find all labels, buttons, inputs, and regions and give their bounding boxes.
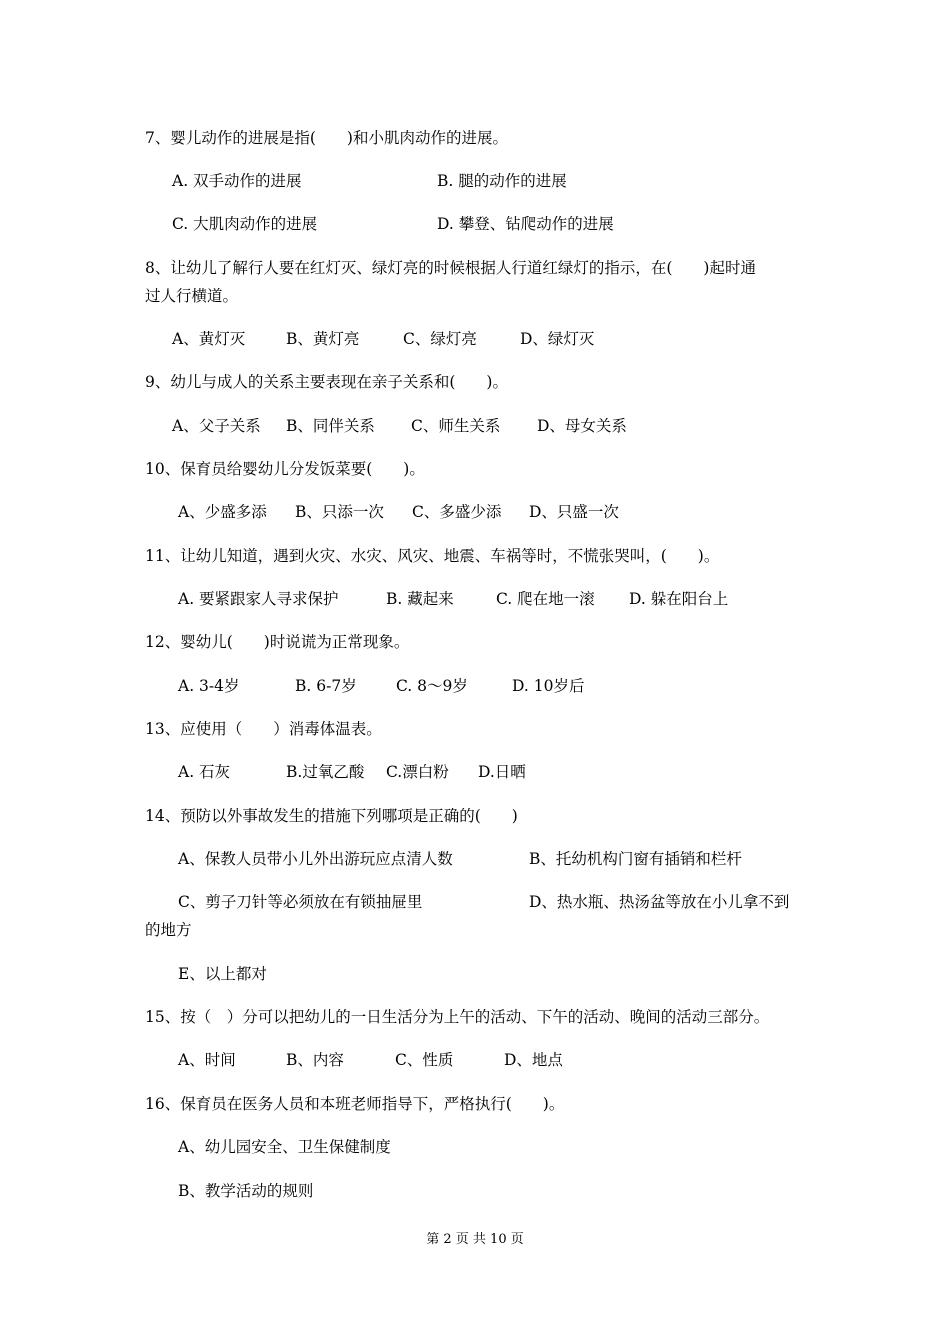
question-8-stem-line1: 8、让幼儿了解行人要在红灯灭、绿灯亮的时候根据人行道红绿灯的指示，在( )起时通: [145, 259, 756, 277]
question-14-option-e: E、以上都对: [178, 965, 267, 983]
page-footer: 第 2 页 共 10 页: [426, 1232, 524, 1247]
question-9-option-c: C、师生关系: [411, 417, 501, 435]
question-10-option-c: C、多盛少添: [412, 503, 502, 521]
question-7-option-a: A. 双手动作的进展: [172, 172, 302, 190]
question-13-option-b: B.过氧乙酸: [286, 763, 365, 781]
question-16-option-b: B、教学活动的规则: [178, 1182, 314, 1200]
question-8-option-d: D、绿灯灭: [520, 330, 595, 348]
question-7-option-d: D. 攀登、钻爬动作的进展: [437, 215, 614, 233]
question-11-option-a: A. 要紧跟家人寻求保护: [178, 590, 339, 608]
question-8-option-a: A、黄灯灭: [172, 330, 246, 348]
question-12-option-c: C. 8～9岁: [396, 677, 468, 695]
question-13-option-a: A. 石灰: [178, 763, 231, 781]
question-14-option-b: B、托幼机构门窗有插销和栏杆: [529, 850, 742, 868]
question-11-option-d: D. 躲在阳台上: [629, 590, 729, 608]
question-15-option-d: D、地点: [504, 1051, 563, 1069]
question-12-option-a: A. 3-4岁: [178, 677, 240, 695]
question-9-option-b: B、同伴关系: [286, 417, 375, 435]
question-16-option-a: A、幼儿园安全、卫生保健制度: [178, 1138, 391, 1156]
question-10-option-a: A、少盛多添: [178, 503, 267, 521]
question-15-option-a: A、时间: [178, 1051, 236, 1069]
question-8-option-c: C、绿灯亮: [403, 330, 477, 348]
question-11-stem: 11、让幼儿知道，遇到火灾、水灾、风灾、地震、车祸等时，不慌张哭叫，( )。: [145, 547, 720, 565]
question-12-stem: 12、婴幼儿( )时说谎为正常现象。: [145, 633, 410, 651]
question-8-stem-line2: 过人行横道。: [145, 287, 239, 305]
question-13-option-c: C.漂白粉: [386, 763, 449, 781]
question-7-option-b: B. 腿的动作的进展: [437, 172, 567, 190]
question-14-option-a: A、保教人员带小儿外出游玩应点清人数: [178, 850, 453, 868]
question-7-stem: 7、婴儿动作的进展是指( )和小肌肉动作的进展。: [145, 129, 508, 147]
question-11-option-b: B. 藏起来: [386, 590, 454, 608]
question-12-option-d: D. 10岁后: [512, 677, 585, 695]
question-9-stem: 9、幼儿与成人的关系主要表现在亲子关系和( )。: [145, 373, 508, 391]
question-14-option-c: C、剪子刀针等必须放在有锁抽屉里: [178, 893, 423, 911]
question-12-option-b: B. 6-7岁: [295, 677, 357, 695]
question-9-option-d: D、母女关系: [537, 417, 627, 435]
question-10-stem: 10、保育员给婴幼儿分发饭菜要( )。: [145, 460, 425, 478]
question-9-option-a: A、父子关系: [172, 417, 261, 435]
question-15-stem: 15、按（ ）分可以把幼儿的一日生活分为上午的活动、下午的活动、晚间的活动三部分。: [145, 1008, 770, 1026]
question-14-option-d: D、热水瓶、热汤盆等放在小儿拿不到: [529, 893, 790, 911]
question-15-option-b: B、内容: [286, 1051, 344, 1069]
question-10-option-d: D、只盛一次: [529, 503, 619, 521]
question-10-option-b: B、只添一次: [295, 503, 384, 521]
question-16-stem: 16、保育员在医务人员和本班老师指导下，严格执行( )。: [145, 1095, 565, 1113]
question-14-option-d-continued: 的地方: [145, 921, 192, 939]
question-15-option-c: C、性质: [395, 1051, 454, 1069]
question-8-option-b: B、黄灯亮: [286, 330, 360, 348]
question-11-option-c: C. 爬在地一滚: [496, 590, 595, 608]
question-7-option-c: C. 大肌肉动作的进展: [172, 215, 318, 233]
question-13-option-d: D.日晒: [478, 763, 526, 781]
question-13-stem: 13、应使用（ ）消毒体温表。: [145, 720, 382, 738]
question-14-stem: 14、预防以外事故发生的措施下列哪项是正确的( ): [145, 807, 518, 825]
